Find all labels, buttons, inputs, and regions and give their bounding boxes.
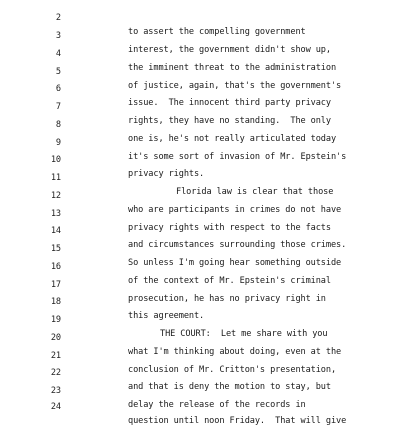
- line-number: 11: [50, 173, 61, 183]
- line-number: 13: [50, 209, 61, 219]
- line-text: question until noon Friday. That will give: [128, 416, 347, 426]
- line-number: 7: [55, 102, 61, 112]
- line-text: issue. The innocent third party privacy: [128, 98, 331, 108]
- line-number: 17: [50, 280, 61, 290]
- line-text: prosecution, he has no privacy right in: [128, 294, 326, 304]
- line-text: conclusion of Mr. Critton's presentation,: [128, 365, 337, 375]
- line-text: delay the release of the records in: [128, 400, 306, 410]
- line-text: So unless I'm going hear something outside: [128, 258, 342, 268]
- line-text: to assert the compelling government: [128, 27, 306, 37]
- line-text: privacy rights with respect to the facts: [128, 223, 331, 233]
- line-text: of justice, again, that's the government's: [128, 81, 342, 91]
- line-number: 16: [50, 262, 61, 272]
- line-text: Florida law is clear that those: [176, 187, 334, 197]
- line-number: 12: [50, 191, 61, 201]
- line-number: 5: [55, 67, 61, 77]
- line-text: one is, he's not really articulated today: [128, 134, 337, 144]
- line-number: 10: [50, 155, 61, 165]
- line-text: it's some sort of invasion of Mr. Epstein's: [128, 152, 347, 162]
- transcript-line: [0, 0, 306, 37]
- line-text: and that is deny the motion to stay, but: [128, 382, 331, 392]
- line-text: and circumstances surrounding those crimes.: [128, 240, 347, 250]
- line-text: what I'm thinking about doing, even at the: [128, 347, 342, 357]
- line-number: 18: [50, 297, 61, 307]
- line-number: 9: [55, 138, 61, 148]
- line-number: 21: [50, 351, 61, 361]
- line-number: 15: [50, 244, 61, 254]
- line-number: 8: [55, 120, 61, 130]
- line-text: this agreement.: [128, 311, 205, 321]
- line-text: of the context of Mr. Epstein's criminal: [128, 276, 331, 286]
- line-number: 2: [55, 13, 61, 23]
- line-number: 3: [55, 31, 61, 41]
- line-text: the imminent threat to the administration: [128, 63, 337, 73]
- line-number: 20: [50, 333, 61, 343]
- line-number: 6: [55, 84, 61, 94]
- line-text: who are participants in crimes do not have: [128, 205, 342, 215]
- line-number: 23: [50, 386, 61, 396]
- line-number: 22: [50, 368, 61, 378]
- line-text: interest, the government didn't show up,: [128, 45, 331, 55]
- line-number: 24: [50, 402, 61, 412]
- line-number: 14: [50, 226, 61, 236]
- line-text: rights, they have no standing. The only: [128, 116, 331, 126]
- line-text: THE COURT: Let me share with you: [160, 329, 328, 339]
- line-number: 19: [50, 315, 61, 325]
- line-number: 4: [55, 49, 61, 59]
- line-text: privacy rights.: [128, 169, 205, 179]
